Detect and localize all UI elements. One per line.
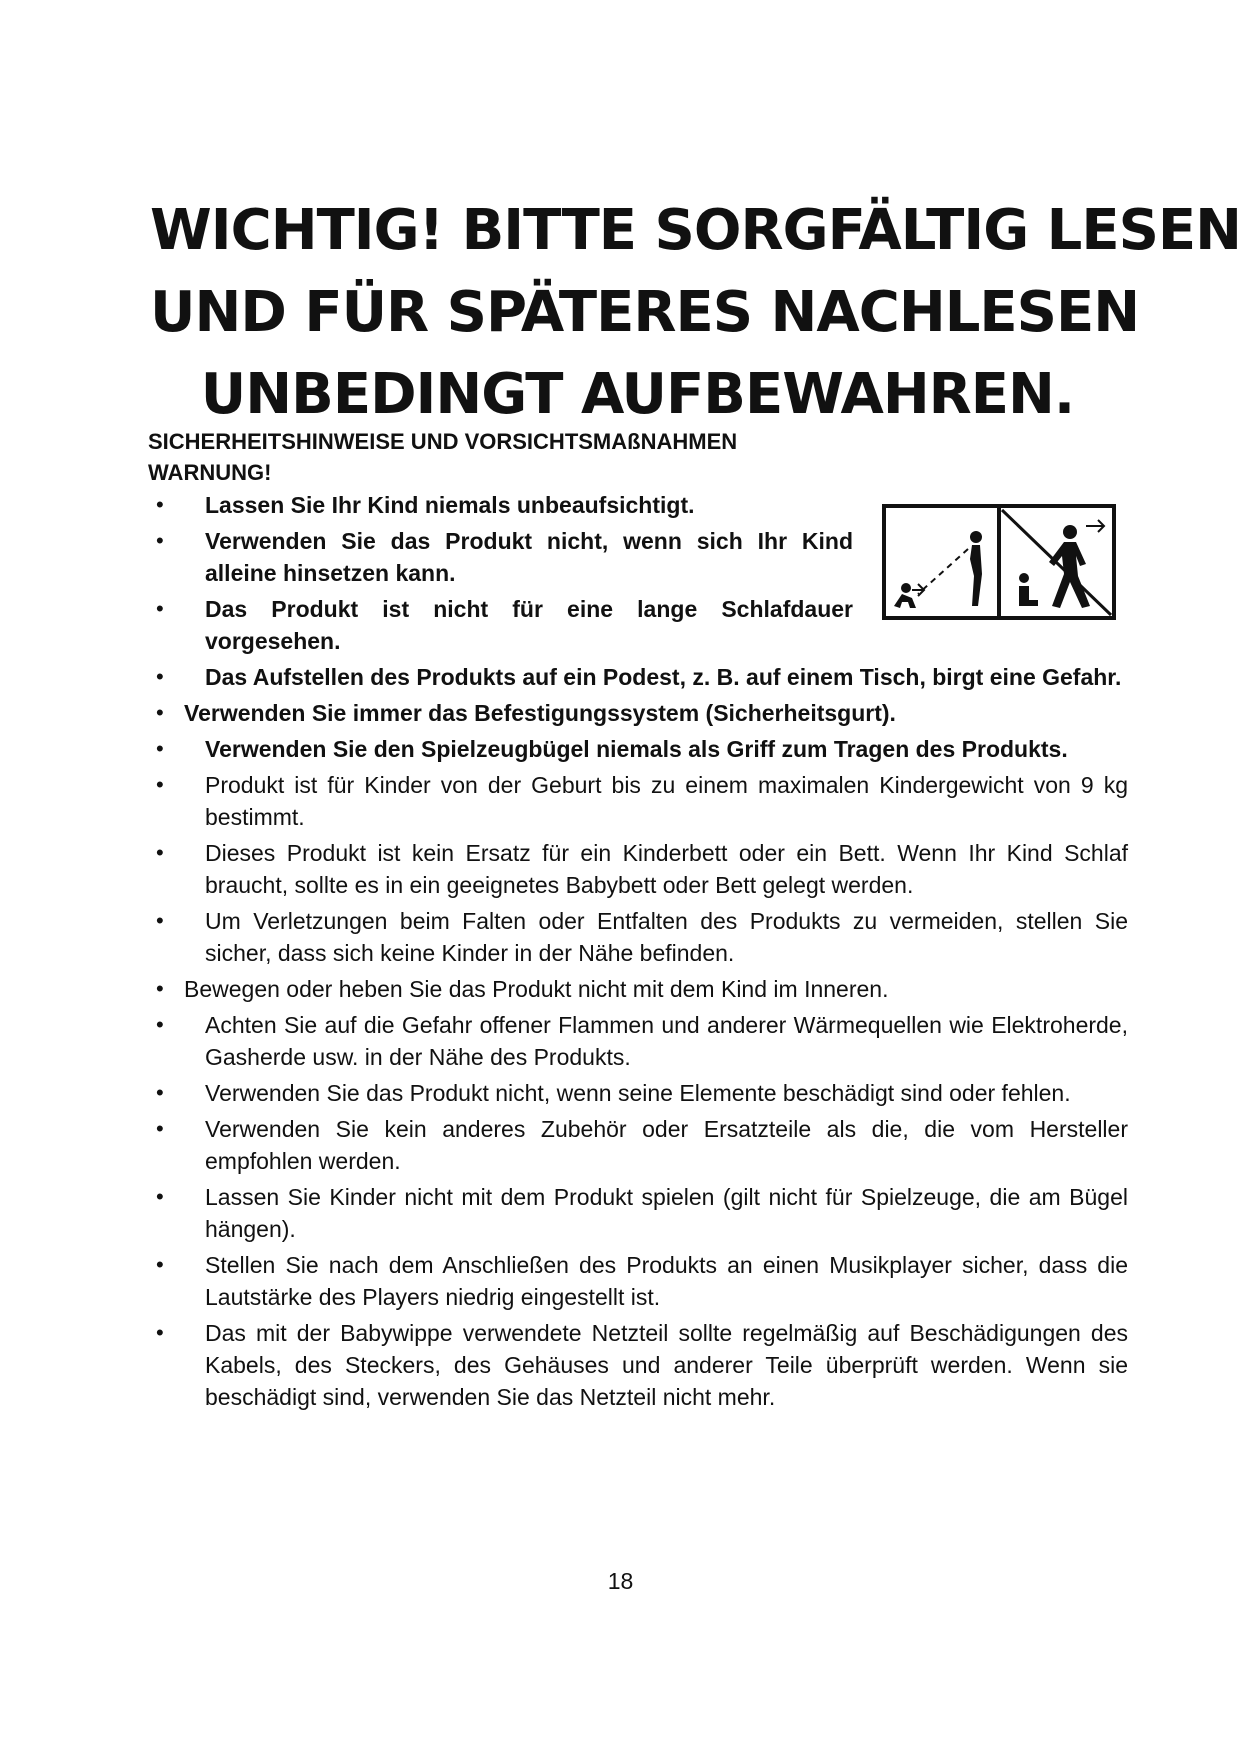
safety-list <box>148 489 1128 1417</box>
list-item: • Das mit der Babywippe verwendete Netzteil sollte regelmäßig auf Beschädigungen des Kabels, des Steckers, des Gehäuses und anderer Teile überprüft werden. Wenn sie beschädigt sind, verwenden Sie das Netzteil nicht mehr. <box>148 1317 1128 1413</box>
list-item: • Dieses Produkt ist kein Ersatz für ein Kinderbett oder ein Bett. Wenn Ihr Kind Schlaf braucht, sollte es in ein geeignetes Babybett oder Bett gelegt werden. <box>148 837 1128 901</box>
bullet-icon: • <box>156 736 164 761</box>
list-item: • Achten Sie auf die Gefahr offener Flammen und anderer Wärmequellen wie Elektroherde, Gasherde usw. in der Nähe des Produkts. <box>148 1009 1128 1073</box>
list-item: • Verwenden Sie kein anderes Zubehör oder Ersatzteile als die, die vom Hersteller empfohlen werden. <box>148 1113 1128 1177</box>
list-item: • Das Produkt ist nicht für eine lange Schlafdauer vorgesehen. <box>148 593 1128 657</box>
bullet-icon: • <box>156 840 164 865</box>
bullet-icon: • <box>156 700 164 725</box>
bullet-icon: • <box>156 596 164 621</box>
page-title <box>150 190 1241 436</box>
bullet-icon: • <box>156 1080 164 1105</box>
bullet-icon: • <box>156 664 164 689</box>
list-item: • Bewegen oder heben Sie das Produkt nicht mit dem Kind im Inneren. <box>148 973 1128 1005</box>
list-item: • Lassen Sie Kinder nicht mit dem Produkt spielen (gilt nicht für Spielzeuge, die am Bügel hängen). <box>148 1181 1128 1245</box>
bullet-icon: • <box>156 976 164 1001</box>
bullet-icon: • <box>156 1320 164 1345</box>
bullet-icon: • <box>156 1012 164 1037</box>
list-item: • Das Aufstellen des Produkts auf ein Podest, z. B. auf einem Tisch, birgt eine Gefahr. <box>148 661 1128 693</box>
bullet-icon: • <box>156 492 164 517</box>
title-line-1: WICHTIG! BITTE SORGFÄLTIG LESEN <box>150 198 1241 263</box>
list-item: • Um Verletzungen beim Falten oder Entfalten des Produkts zu vermeiden, stellen Sie sicher, dass sich keine Kinder in der Nähe befinden. <box>148 905 1128 969</box>
list-item: • Stellen Sie nach dem Anschließen des Produkts an einen Musikplayer sicher, dass die Lautstärke des Players niedrig eingestellt ist. <box>148 1249 1128 1313</box>
list-item: • Verwenden Sie das Produkt nicht, wenn sich Ihr Kind alleine hinsetzen kann. <box>148 525 1128 589</box>
bullet-icon: • <box>156 528 164 553</box>
section-heading: SICHERHEITSHINWEISE UND VORSICHTSMAßNAHMEN <box>148 429 738 454</box>
bullet-icon: • <box>156 908 164 933</box>
bullet-icon: • <box>156 1116 164 1141</box>
list-item: • Verwenden Sie immer das Befestigungssystem (Sicherheitsgurt). <box>148 697 1128 729</box>
list-item: • Verwenden Sie den Spielzeugbügel niemals als Griff zum Tragen des Produkts. <box>148 733 1128 765</box>
bullet-icon: • <box>156 1184 164 1209</box>
bullet-icon: • <box>156 1252 164 1277</box>
list-item: • Verwenden Sie das Produkt nicht, wenn seine Elemente beschädigt sind oder fehlen. <box>148 1077 1128 1109</box>
list-item: • Produkt ist für Kinder von der Geburt bis zu einem maximalen Kindergewicht von 9 kg bestimmt. <box>148 769 1128 833</box>
title-line-2: UND FÜR SPÄTERES NACHLESEN <box>150 280 1140 345</box>
bullet-icon: • <box>156 772 164 797</box>
title-line-3: UNBEDINGT AUFBEWAHREN. <box>200 362 1075 427</box>
warning-label: WARNUNG! <box>148 460 272 485</box>
page-number: 18 <box>607 1568 634 1594</box>
list-item: • Lassen Sie Ihr Kind niemals unbeaufsichtigt. <box>148 489 1128 521</box>
